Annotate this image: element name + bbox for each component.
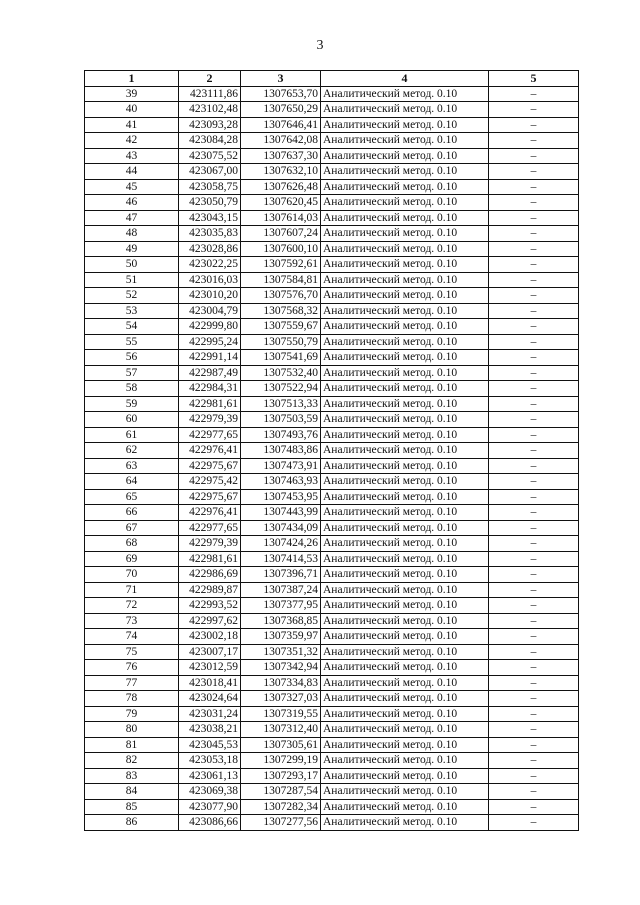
cell-y-coordinate: 1307503,59 — [241, 412, 321, 428]
cell-y-coordinate: 1307282,34 — [241, 799, 321, 815]
cell-y-coordinate: 1307522,94 — [241, 381, 321, 397]
table-row — [85, 706, 579, 722]
cell-x-coordinate: 423102,48 — [179, 102, 241, 118]
cell-y-coordinate: 1307600,10 — [241, 241, 321, 257]
cell-x-coordinate: 422975,42 — [179, 474, 241, 490]
cell-method: Аналитический метод. 0.10 — [321, 613, 489, 629]
cell-note: – — [489, 226, 579, 242]
table-row — [85, 86, 579, 102]
table-row — [85, 722, 579, 738]
cell-x-coordinate: 422987,49 — [179, 365, 241, 381]
table-row — [85, 396, 579, 412]
cell-note: – — [489, 644, 579, 660]
table-row — [85, 148, 579, 164]
cell-method: Аналитический метод. 0.10 — [321, 241, 489, 257]
cell-x-coordinate: 423075,52 — [179, 148, 241, 164]
cell-x-coordinate: 423038,21 — [179, 722, 241, 738]
cell-note: – — [489, 334, 579, 350]
cell-method: Аналитический метод. 0.10 — [321, 644, 489, 660]
cell-y-coordinate: 1307351,32 — [241, 644, 321, 660]
cell-method: Аналитический метод. 0.10 — [321, 117, 489, 133]
cell-method: Аналитический метод. 0.10 — [321, 257, 489, 273]
cell-y-coordinate: 1307620,45 — [241, 195, 321, 211]
cell-point-number: 74 — [85, 629, 179, 645]
cell-y-coordinate: 1307642,08 — [241, 133, 321, 149]
header-col-5: 5 — [489, 71, 579, 87]
cell-note: – — [489, 722, 579, 738]
table-row — [85, 334, 579, 350]
cell-x-coordinate: 423010,20 — [179, 288, 241, 304]
table-row — [85, 815, 579, 831]
cell-y-coordinate: 1307473,91 — [241, 458, 321, 474]
cell-x-coordinate: 422991,14 — [179, 350, 241, 366]
cell-x-coordinate: 423058,75 — [179, 179, 241, 195]
cell-note: – — [489, 505, 579, 521]
cell-note: – — [489, 412, 579, 428]
table-row — [85, 691, 579, 707]
cell-x-coordinate: 423002,18 — [179, 629, 241, 645]
cell-y-coordinate: 1307568,32 — [241, 303, 321, 319]
cell-point-number: 79 — [85, 706, 179, 722]
cell-note: – — [489, 598, 579, 614]
cell-y-coordinate: 1307646,41 — [241, 117, 321, 133]
cell-point-number: 49 — [85, 241, 179, 257]
cell-method: Аналитический метод. 0.10 — [321, 675, 489, 691]
cell-x-coordinate: 422984,31 — [179, 381, 241, 397]
table-row — [85, 489, 579, 505]
cell-method: Аналитический метод. 0.10 — [321, 768, 489, 784]
cell-method: Аналитический метод. 0.10 — [321, 582, 489, 598]
cell-y-coordinate: 1307576,70 — [241, 288, 321, 304]
table-row — [85, 660, 579, 676]
table-row — [85, 195, 579, 211]
cell-point-number: 57 — [85, 365, 179, 381]
cell-point-number: 53 — [85, 303, 179, 319]
cell-point-number: 71 — [85, 582, 179, 598]
cell-note: – — [489, 195, 579, 211]
cell-method: Аналитический метод. 0.10 — [321, 443, 489, 459]
cell-point-number: 65 — [85, 489, 179, 505]
cell-x-coordinate: 423007,17 — [179, 644, 241, 660]
cell-y-coordinate: 1307287,54 — [241, 784, 321, 800]
cell-y-coordinate: 1307342,94 — [241, 660, 321, 676]
cell-y-coordinate: 1307513,33 — [241, 396, 321, 412]
cell-x-coordinate: 423050,79 — [179, 195, 241, 211]
cell-y-coordinate: 1307653,70 — [241, 86, 321, 102]
table-row — [85, 319, 579, 335]
cell-x-coordinate: 422993,52 — [179, 598, 241, 614]
cell-y-coordinate: 1307327,03 — [241, 691, 321, 707]
cell-method: Аналитический метод. 0.10 — [321, 520, 489, 536]
cell-x-coordinate: 422975,67 — [179, 489, 241, 505]
cell-point-number: 60 — [85, 412, 179, 428]
table-row — [85, 164, 579, 180]
cell-note: – — [489, 768, 579, 784]
cell-y-coordinate: 1307293,17 — [241, 768, 321, 784]
cell-note: – — [489, 133, 579, 149]
cell-point-number: 84 — [85, 784, 179, 800]
cell-y-coordinate: 1307541,69 — [241, 350, 321, 366]
table-row — [85, 427, 579, 443]
cell-note: – — [489, 582, 579, 598]
cell-point-number: 50 — [85, 257, 179, 273]
table-row — [85, 768, 579, 784]
page-number: 3 — [316, 38, 324, 53]
cell-method: Аналитический метод. 0.10 — [321, 458, 489, 474]
cell-method: Аналитический метод. 0.10 — [321, 86, 489, 102]
table-row — [85, 567, 579, 583]
cell-method: Аналитический метод. 0.10 — [321, 102, 489, 118]
cell-point-number: 61 — [85, 427, 179, 443]
cell-point-number: 62 — [85, 443, 179, 459]
cell-y-coordinate: 1307312,40 — [241, 722, 321, 738]
table-row — [85, 443, 579, 459]
cell-method: Аналитический метод. 0.10 — [321, 412, 489, 428]
cell-point-number: 63 — [85, 458, 179, 474]
table-row — [85, 753, 579, 769]
cell-y-coordinate: 1307493,76 — [241, 427, 321, 443]
cell-note: – — [489, 443, 579, 459]
cell-method: Аналитический метод. 0.10 — [321, 381, 489, 397]
cell-note: – — [489, 288, 579, 304]
table-body — [85, 86, 579, 830]
cell-note: – — [489, 148, 579, 164]
cell-y-coordinate: 1307483,86 — [241, 443, 321, 459]
cell-point-number: 46 — [85, 195, 179, 211]
table-row — [85, 613, 579, 629]
cell-point-number: 67 — [85, 520, 179, 536]
cell-x-coordinate: 422979,39 — [179, 536, 241, 552]
cell-note: – — [489, 365, 579, 381]
table-row — [85, 551, 579, 567]
cell-x-coordinate: 422976,41 — [179, 505, 241, 521]
header-col-4: 4 — [321, 71, 489, 87]
table-row — [85, 102, 579, 118]
cell-x-coordinate: 423111,86 — [179, 86, 241, 102]
table-row — [85, 133, 579, 149]
table-row — [85, 288, 579, 304]
cell-x-coordinate: 422977,65 — [179, 520, 241, 536]
cell-y-coordinate: 1307334,83 — [241, 675, 321, 691]
cell-x-coordinate: 423077,90 — [179, 799, 241, 815]
table-row — [85, 629, 579, 645]
cell-x-coordinate: 422979,39 — [179, 412, 241, 428]
coordinates-table — [84, 70, 579, 831]
cell-method: Аналитический метод. 0.10 — [321, 691, 489, 707]
cell-note: – — [489, 613, 579, 629]
cell-method: Аналитический метод. 0.10 — [321, 133, 489, 149]
cell-point-number: 77 — [85, 675, 179, 691]
cell-x-coordinate: 423028,86 — [179, 241, 241, 257]
cell-y-coordinate: 1307305,61 — [241, 737, 321, 753]
cell-y-coordinate: 1307559,67 — [241, 319, 321, 335]
cell-method: Аналитический метод. 0.10 — [321, 784, 489, 800]
cell-y-coordinate: 1307453,95 — [241, 489, 321, 505]
cell-method: Аналитический метод. 0.10 — [321, 753, 489, 769]
table-row — [85, 412, 579, 428]
cell-x-coordinate: 422997,62 — [179, 613, 241, 629]
cell-point-number: 52 — [85, 288, 179, 304]
cell-note: – — [489, 164, 579, 180]
table-row — [85, 505, 579, 521]
cell-x-coordinate: 422981,61 — [179, 551, 241, 567]
cell-point-number: 56 — [85, 350, 179, 366]
cell-method: Аналитический метод. 0.10 — [321, 722, 489, 738]
cell-x-coordinate: 423043,15 — [179, 210, 241, 226]
cell-x-coordinate: 422995,24 — [179, 334, 241, 350]
cell-method: Аналитический метод. 0.10 — [321, 474, 489, 490]
cell-y-coordinate: 1307592,61 — [241, 257, 321, 273]
table-row — [85, 241, 579, 257]
cell-method: Аналитический метод. 0.10 — [321, 737, 489, 753]
cell-note: – — [489, 753, 579, 769]
cell-note: – — [489, 458, 579, 474]
cell-note: – — [489, 396, 579, 412]
cell-point-number: 72 — [85, 598, 179, 614]
cell-method: Аналитический метод. 0.10 — [321, 427, 489, 443]
cell-point-number: 39 — [85, 86, 179, 102]
cell-note: – — [489, 551, 579, 567]
cell-note: – — [489, 303, 579, 319]
cell-point-number: 76 — [85, 660, 179, 676]
cell-point-number: 45 — [85, 179, 179, 195]
header-row — [85, 71, 579, 87]
header-col-3: 3 — [241, 71, 321, 87]
cell-note: – — [489, 381, 579, 397]
cell-point-number: 80 — [85, 722, 179, 738]
cell-x-coordinate: 423016,03 — [179, 272, 241, 288]
header-col-2: 2 — [179, 71, 241, 87]
cell-method: Аналитический метод. 0.10 — [321, 815, 489, 831]
cell-method: Аналитический метод. 0.10 — [321, 319, 489, 335]
cell-y-coordinate: 1307434,09 — [241, 520, 321, 536]
cell-y-coordinate: 1307650,29 — [241, 102, 321, 118]
cell-point-number: 83 — [85, 768, 179, 784]
header-col-1: 1 — [85, 71, 179, 87]
cell-x-coordinate: 422986,69 — [179, 567, 241, 583]
cell-point-number: 43 — [85, 148, 179, 164]
table-row — [85, 257, 579, 273]
cell-x-coordinate: 423067,00 — [179, 164, 241, 180]
cell-point-number: 51 — [85, 272, 179, 288]
table-row — [85, 117, 579, 133]
cell-y-coordinate: 1307632,10 — [241, 164, 321, 180]
cell-point-number: 54 — [85, 319, 179, 335]
cell-y-coordinate: 1307637,30 — [241, 148, 321, 164]
table-row — [85, 303, 579, 319]
table-row — [85, 350, 579, 366]
cell-point-number: 41 — [85, 117, 179, 133]
cell-point-number: 58 — [85, 381, 179, 397]
cell-method: Аналитический метод. 0.10 — [321, 148, 489, 164]
table-row — [85, 675, 579, 691]
cell-method: Аналитический метод. 0.10 — [321, 706, 489, 722]
cell-x-coordinate: 423053,18 — [179, 753, 241, 769]
cell-y-coordinate: 1307626,48 — [241, 179, 321, 195]
cell-method: Аналитический метод. 0.10 — [321, 350, 489, 366]
cell-method: Аналитический метод. 0.10 — [321, 396, 489, 412]
cell-point-number: 75 — [85, 644, 179, 660]
cell-note: – — [489, 567, 579, 583]
cell-point-number: 66 — [85, 505, 179, 521]
table-row — [85, 598, 579, 614]
cell-note: – — [489, 660, 579, 676]
cell-x-coordinate: 423024,64 — [179, 691, 241, 707]
table-row — [85, 737, 579, 753]
cell-note: – — [489, 272, 579, 288]
table-row — [85, 365, 579, 381]
cell-point-number: 48 — [85, 226, 179, 242]
cell-point-number: 69 — [85, 551, 179, 567]
cell-method: Аналитический метод. 0.10 — [321, 210, 489, 226]
cell-method: Аналитический метод. 0.10 — [321, 365, 489, 381]
table-row — [85, 536, 579, 552]
cell-y-coordinate: 1307377,95 — [241, 598, 321, 614]
cell-x-coordinate: 422981,61 — [179, 396, 241, 412]
cell-point-number: 85 — [85, 799, 179, 815]
cell-method: Аналитический метод. 0.10 — [321, 272, 489, 288]
cell-point-number: 64 — [85, 474, 179, 490]
cell-method: Аналитический метод. 0.10 — [321, 226, 489, 242]
cell-x-coordinate: 423093,28 — [179, 117, 241, 133]
table-row — [85, 458, 579, 474]
cell-point-number: 68 — [85, 536, 179, 552]
table-row — [85, 520, 579, 536]
cell-point-number: 42 — [85, 133, 179, 149]
table-header — [85, 71, 579, 87]
cell-y-coordinate: 1307299,19 — [241, 753, 321, 769]
cell-point-number: 47 — [85, 210, 179, 226]
cell-x-coordinate: 423022,25 — [179, 257, 241, 273]
cell-note: – — [489, 179, 579, 195]
table-row — [85, 582, 579, 598]
table-row — [85, 799, 579, 815]
cell-method: Аналитический метод. 0.10 — [321, 567, 489, 583]
table-row — [85, 474, 579, 490]
cell-note: – — [489, 489, 579, 505]
cell-point-number: 81 — [85, 737, 179, 753]
cell-y-coordinate: 1307414,53 — [241, 551, 321, 567]
cell-point-number: 82 — [85, 753, 179, 769]
cell-y-coordinate: 1307277,56 — [241, 815, 321, 831]
cell-method: Аналитический метод. 0.10 — [321, 164, 489, 180]
cell-y-coordinate: 1307396,71 — [241, 567, 321, 583]
cell-method: Аналитический метод. 0.10 — [321, 303, 489, 319]
cell-note: – — [489, 117, 579, 133]
cell-point-number: 55 — [85, 334, 179, 350]
cell-y-coordinate: 1307584,81 — [241, 272, 321, 288]
cell-point-number: 40 — [85, 102, 179, 118]
table-row — [85, 179, 579, 195]
cell-y-coordinate: 1307532,40 — [241, 365, 321, 381]
cell-method: Аналитический метод. 0.10 — [321, 505, 489, 521]
cell-y-coordinate: 1307443,99 — [241, 505, 321, 521]
cell-x-coordinate: 423012,59 — [179, 660, 241, 676]
cell-note: – — [489, 536, 579, 552]
cell-method: Аналитический метод. 0.10 — [321, 334, 489, 350]
cell-point-number: 70 — [85, 567, 179, 583]
cell-x-coordinate: 422977,65 — [179, 427, 241, 443]
cell-note: – — [489, 86, 579, 102]
cell-note: – — [489, 520, 579, 536]
cell-note: – — [489, 799, 579, 815]
cell-y-coordinate: 1307319,55 — [241, 706, 321, 722]
cell-x-coordinate: 423069,38 — [179, 784, 241, 800]
cell-x-coordinate: 423045,53 — [179, 737, 241, 753]
cell-x-coordinate: 423031,24 — [179, 706, 241, 722]
cell-x-coordinate: 422999,80 — [179, 319, 241, 335]
cell-x-coordinate: 423035,83 — [179, 226, 241, 242]
cell-y-coordinate: 1307614,03 — [241, 210, 321, 226]
cell-note: – — [489, 706, 579, 722]
cell-point-number: 44 — [85, 164, 179, 180]
cell-note: – — [489, 675, 579, 691]
cell-x-coordinate: 422976,41 — [179, 443, 241, 459]
table-row — [85, 210, 579, 226]
cell-method: Аналитический метод. 0.10 — [321, 489, 489, 505]
table-row — [85, 226, 579, 242]
cell-note: – — [489, 319, 579, 335]
cell-note: – — [489, 737, 579, 753]
cell-note: – — [489, 210, 579, 226]
cell-y-coordinate: 1307463,93 — [241, 474, 321, 490]
cell-y-coordinate: 1307359,97 — [241, 629, 321, 645]
cell-y-coordinate: 1307424,26 — [241, 536, 321, 552]
cell-x-coordinate: 422975,67 — [179, 458, 241, 474]
cell-method: Аналитический метод. 0.10 — [321, 629, 489, 645]
cell-note: – — [489, 815, 579, 831]
cell-note: – — [489, 350, 579, 366]
cell-method: Аналитический метод. 0.10 — [321, 536, 489, 552]
cell-point-number: 86 — [85, 815, 179, 831]
cell-x-coordinate: 422989,87 — [179, 582, 241, 598]
cell-method: Аналитический метод. 0.10 — [321, 660, 489, 676]
table-row — [85, 784, 579, 800]
cell-y-coordinate: 1307387,24 — [241, 582, 321, 598]
cell-method: Аналитический метод. 0.10 — [321, 195, 489, 211]
cell-note: – — [489, 241, 579, 257]
cell-point-number: 59 — [85, 396, 179, 412]
cell-x-coordinate: 423018,41 — [179, 675, 241, 691]
cell-y-coordinate: 1307550,79 — [241, 334, 321, 350]
cell-note: – — [489, 257, 579, 273]
cell-method: Аналитический метод. 0.10 — [321, 799, 489, 815]
cell-note: – — [489, 629, 579, 645]
cell-point-number: 73 — [85, 613, 179, 629]
cell-method: Аналитический метод. 0.10 — [321, 598, 489, 614]
table-row — [85, 644, 579, 660]
cell-note: – — [489, 427, 579, 443]
cell-note: – — [489, 691, 579, 707]
cell-method: Аналитический метод. 0.10 — [321, 288, 489, 304]
cell-x-coordinate: 423004,79 — [179, 303, 241, 319]
cell-method: Аналитический метод. 0.10 — [321, 179, 489, 195]
cell-method: Аналитический метод. 0.10 — [321, 551, 489, 567]
cell-y-coordinate: 1307607,24 — [241, 226, 321, 242]
cell-note: – — [489, 474, 579, 490]
cell-y-coordinate: 1307368,85 — [241, 613, 321, 629]
table-row — [85, 381, 579, 397]
cell-note: – — [489, 784, 579, 800]
cell-point-number: 78 — [85, 691, 179, 707]
cell-x-coordinate: 423084,28 — [179, 133, 241, 149]
table-row — [85, 272, 579, 288]
cell-x-coordinate: 423086,66 — [179, 815, 241, 831]
cell-x-coordinate: 423061,13 — [179, 768, 241, 784]
cell-note: – — [489, 102, 579, 118]
